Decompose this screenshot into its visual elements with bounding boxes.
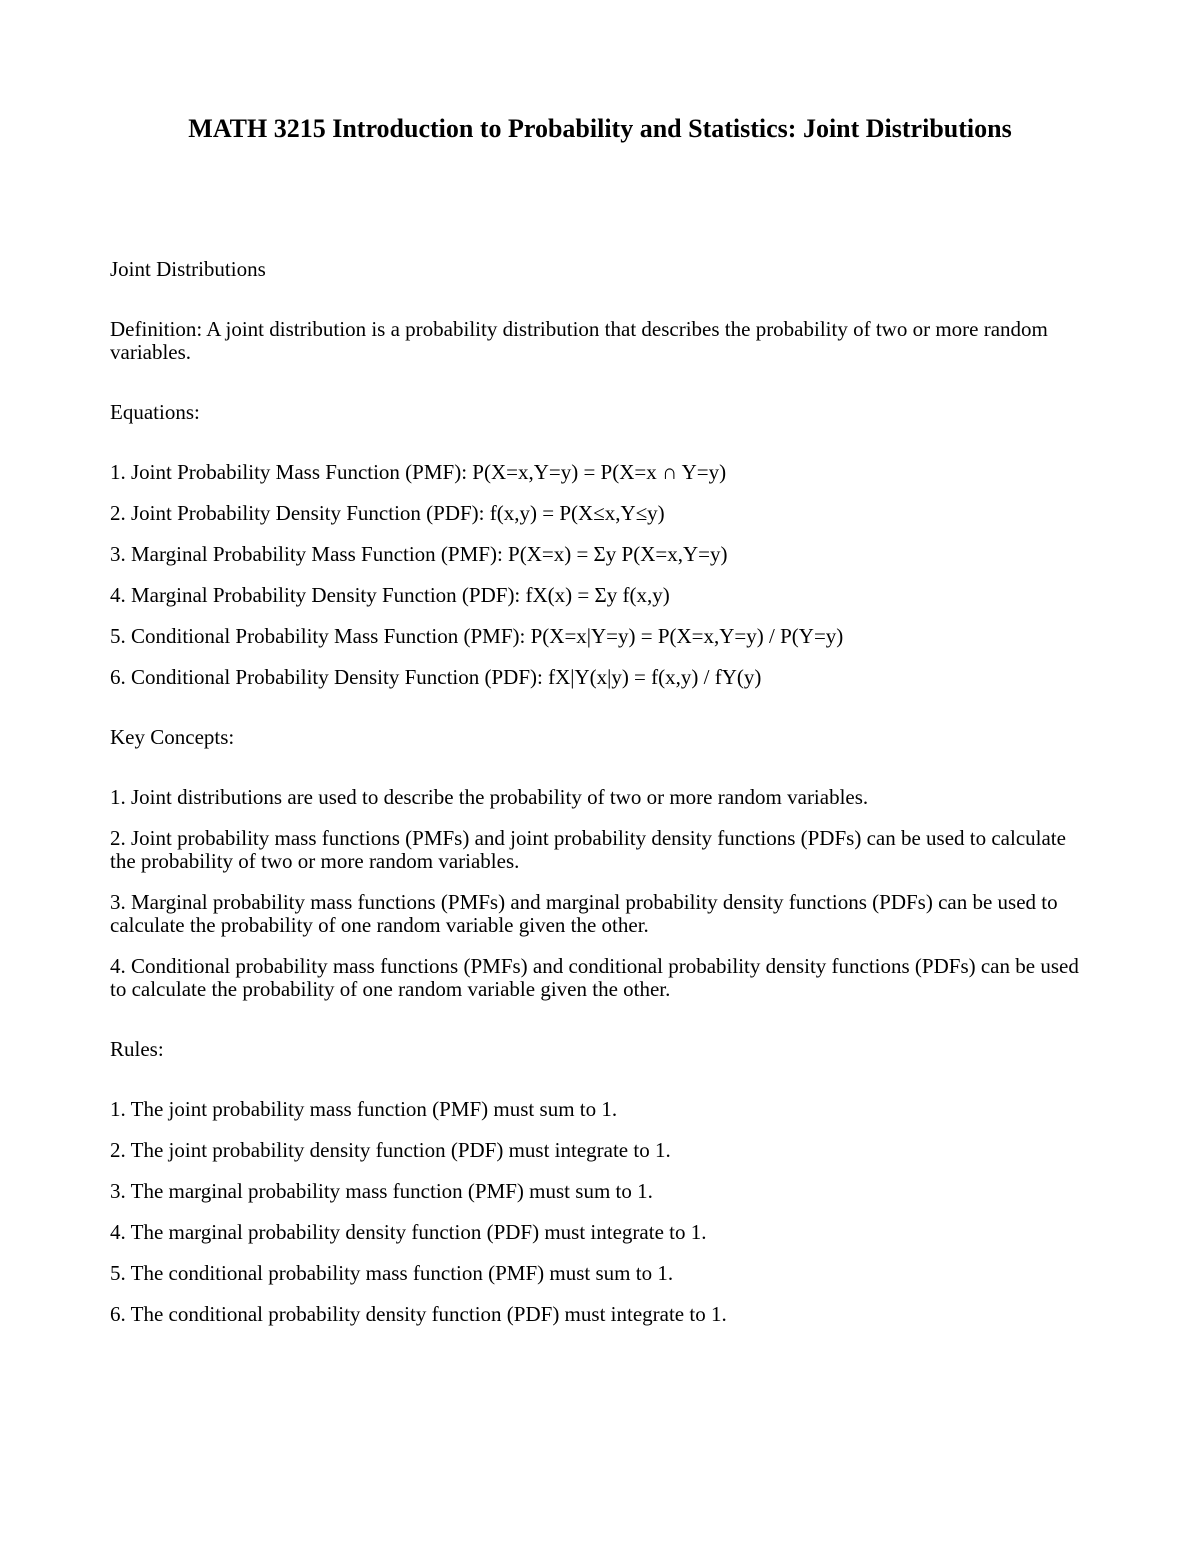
section-spacer (110, 707, 1095, 726)
rules-list (110, 1098, 1095, 1326)
key-concepts-list (110, 786, 1095, 1001)
rule-item: 1. The joint probability mass function (PMF) must sum to 1. (110, 1097, 618, 1121)
rule-item: 3. The marginal probability mass function (PMF) must sum to 1. (110, 1179, 653, 1203)
equations-list (110, 461, 1095, 689)
key-concepts-heading: Key Concepts: (110, 725, 235, 749)
equation-item: 1. Joint Probability Mass Function (PMF): P(X=x,Y=y) = P(X=x ∩ Y=y) (110, 460, 727, 484)
equations-heading: Equations: (110, 400, 200, 424)
definition-paragraph: Definition: A joint distribution is a probability distribution that describes the probability of two or more random variables. (110, 317, 1048, 364)
rule-item: 2. The joint probability density function (PDF) must integrate to 1. (110, 1138, 671, 1162)
rule-item: 4. The marginal probability density function (PDF) must integrate to 1. (110, 1220, 707, 1244)
rules-heading: Rules: (110, 1037, 164, 1061)
equation-item: 2. Joint Probability Density Function (PDF): f(x,y) = P(X≤x,Y≤y) (110, 501, 665, 525)
key-concept-item: 4. Conditional probability mass functions (PMFs) and conditional probability density functions (PDFs) can be used to calculate the probability of one random variable given the other. (110, 954, 1079, 1001)
rule-item: 5. The conditional probability mass function (PMF) must sum to 1. (110, 1261, 674, 1285)
equation-item: 4. Marginal Probability Density Function (PDF): fX(x) = Σy f(x,y) (110, 583, 670, 607)
document-title: MATH 3215 Introduction to Probability and Statistics: Joint Distributions (188, 114, 1012, 143)
equation-item: 6. Conditional Probability Density Function (PDF): fX|Y(x|y) = f(x,y) / fY(y) (110, 665, 762, 689)
key-concept-item: 3. Marginal probability mass functions (PMFs) and marginal probability density functions (PDFs) can be used to calculate the probability of one random variable given the other. (110, 890, 1058, 937)
document-body (110, 258, 1095, 1326)
key-concept-item: 1. Joint distributions are used to describe the probability of two or more random variables. (110, 785, 869, 809)
section-heading: Joint Distributions (110, 257, 266, 281)
key-concept-item: 2. Joint probability mass functions (PMFs) and joint probability density functions (PDFs) can be used to calculate the probability of two or more random variables. (110, 826, 1066, 873)
equation-item: 3. Marginal Probability Mass Function (PMF): P(X=x) = Σy P(X=x,Y=y) (110, 542, 728, 566)
section-spacer (110, 1019, 1095, 1038)
rule-item: 6. The conditional probability density function (PDF) must integrate to 1. (110, 1302, 727, 1326)
equation-item: 5. Conditional Probability Mass Function (PMF): P(X=x|Y=y) = P(X=x,Y=y) / P(Y=y) (110, 624, 844, 648)
